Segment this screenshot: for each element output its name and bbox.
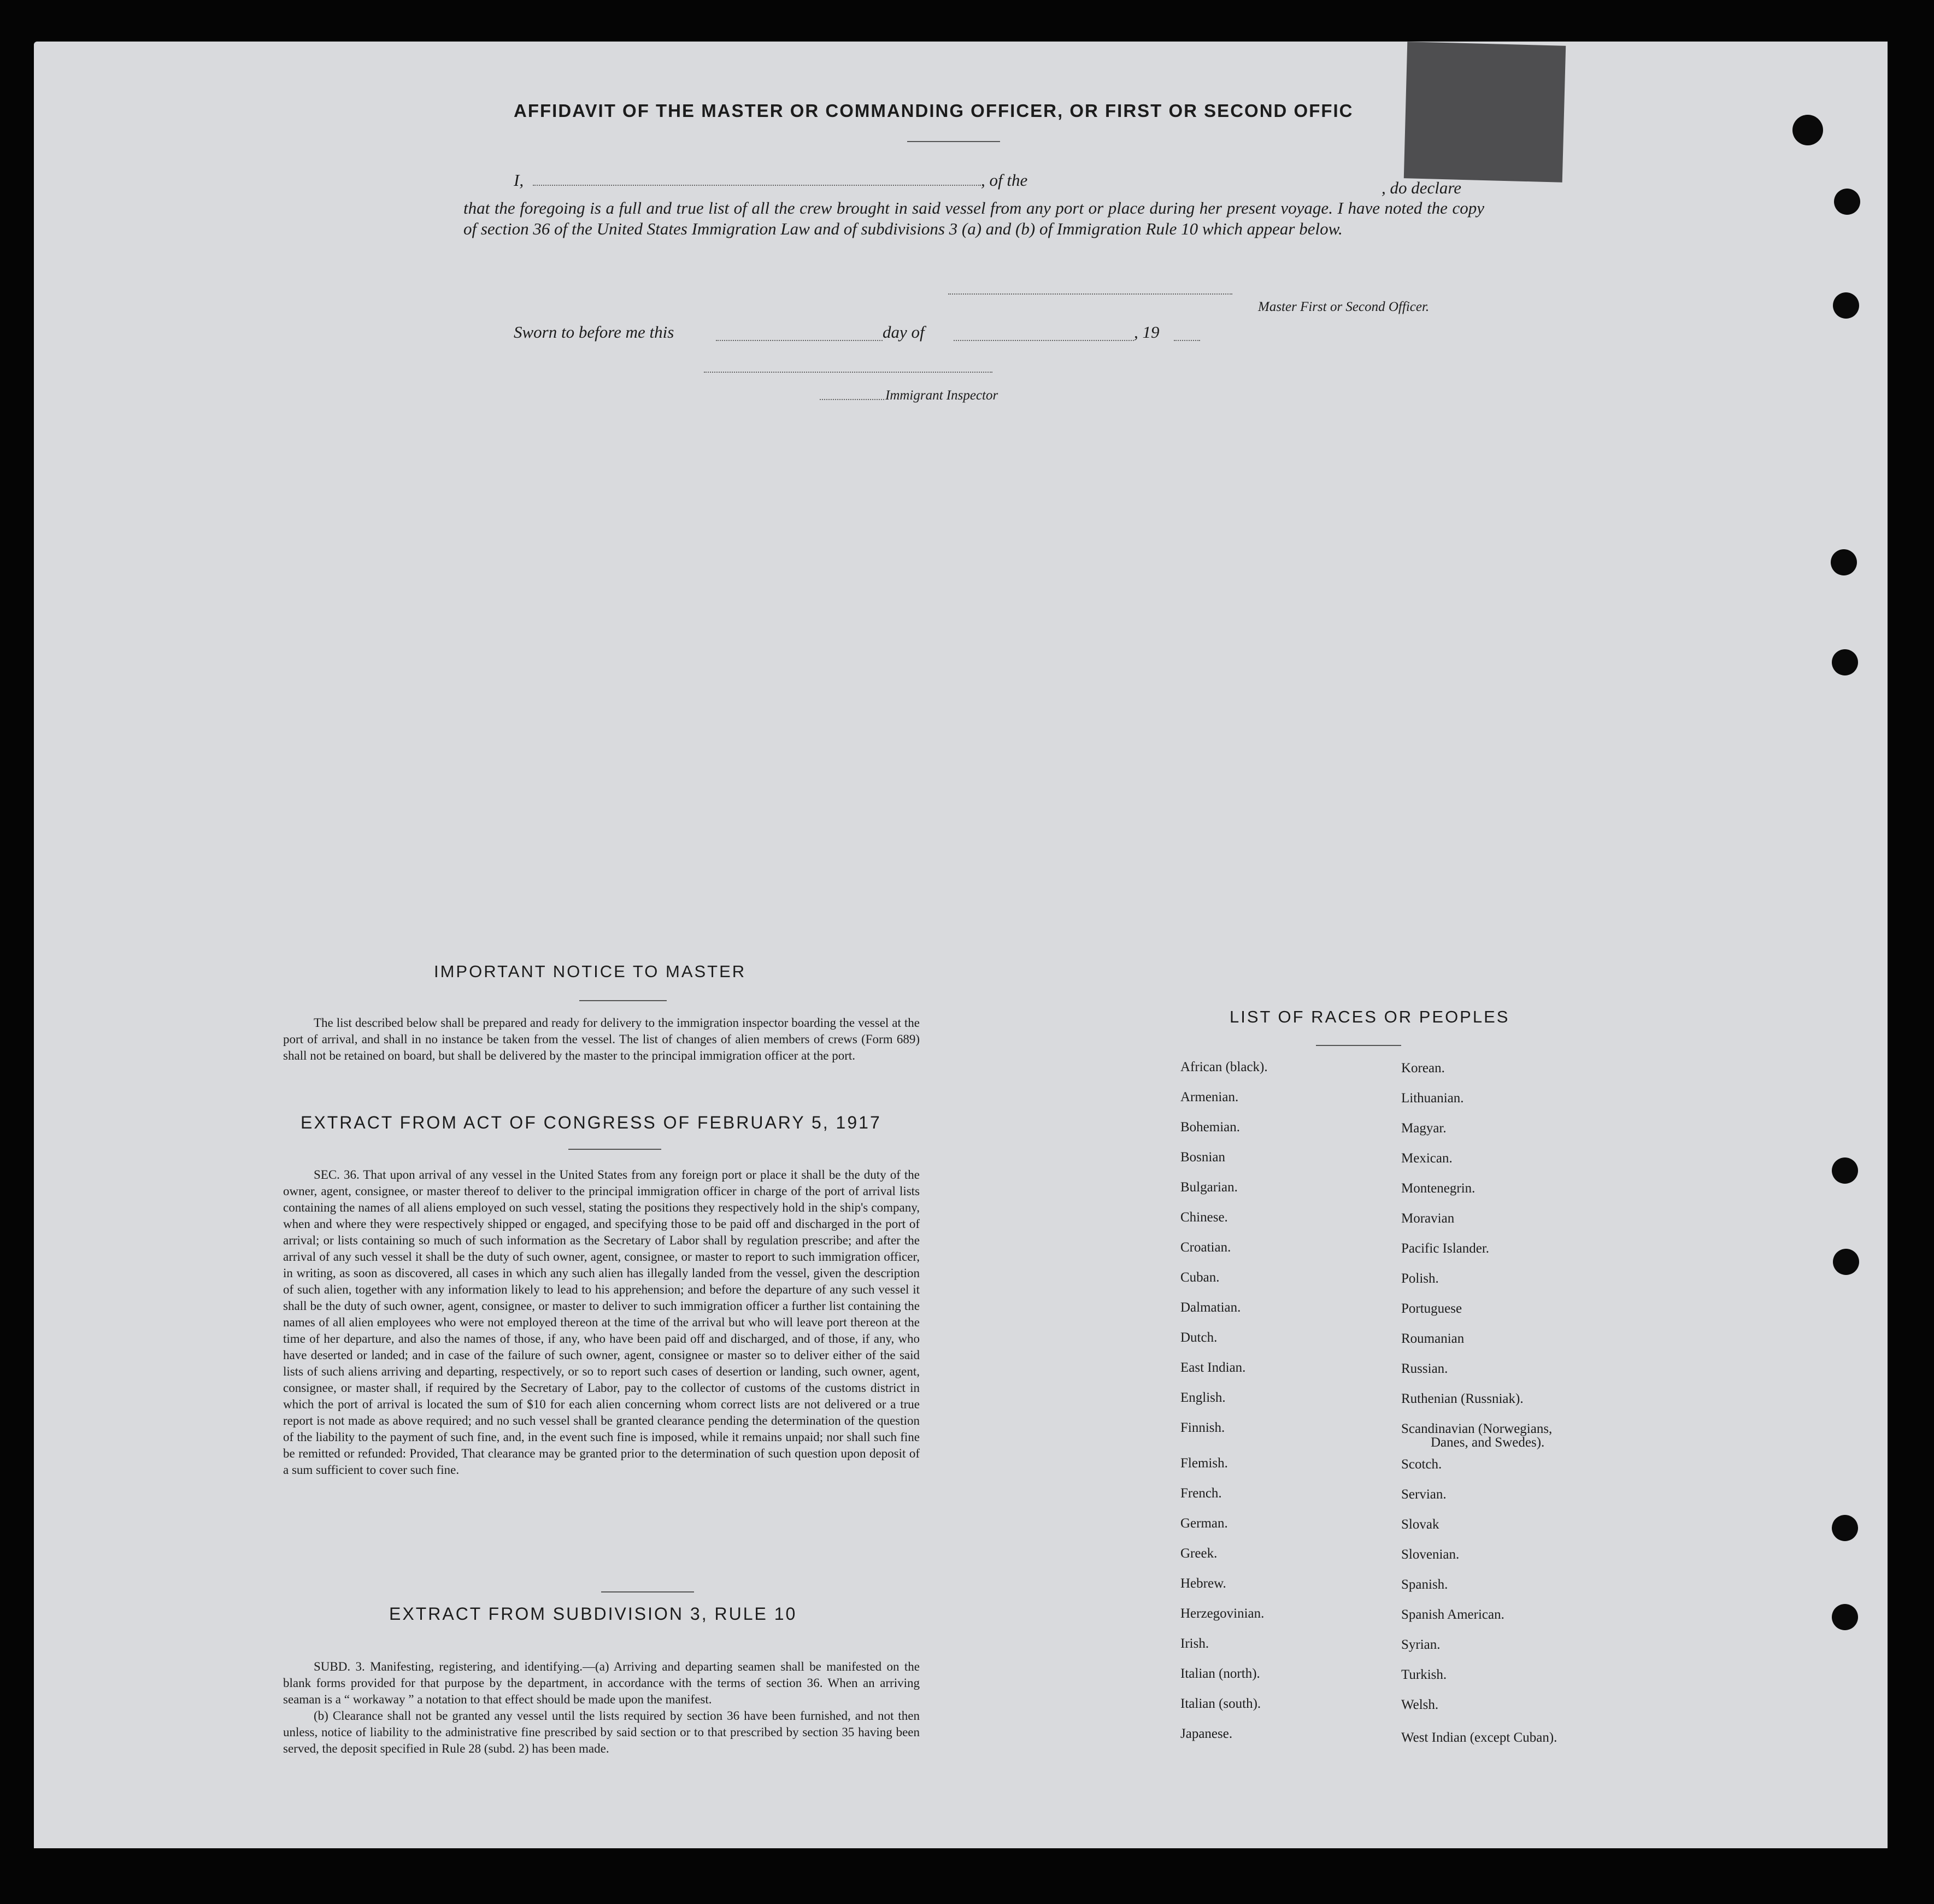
race-item: Japanese. <box>1180 1726 1233 1741</box>
officer-signature-line[interactable] <box>948 293 1232 295</box>
race-item: Danes, and Swedes). <box>1431 1435 1545 1450</box>
affidavit-title: AFFIDAVIT OF THE MASTER OR COMMANDING OFFICER, OR FIRST OR SECOND OFFIC <box>514 101 1354 121</box>
punch-hole-1 <box>1792 115 1823 145</box>
notice-title: IMPORTANT NOTICE TO MASTER <box>434 962 746 981</box>
rule-text <box>283 1659 920 1757</box>
notice-text: The list described below shall be prepared and ready for delivery to the immigration inspector boarding the vessel at the port of arrival, and shall in no instance be taken from the vessel. The list of changes of alien members of crews (Form 689) shall not be retained on board, but shall be delivered by the master to the principal immigration officer at the port. <box>283 1016 920 1062</box>
race-item: Italian (south). <box>1180 1696 1261 1711</box>
race-item: East Indian. <box>1180 1360 1246 1375</box>
rule-para-b: (b) Clearance shall not be granted any vessel until the lists required by section 36 have been furnished, and not then unless, notice of liability to the administrative fine prescribed by said section or to that prescribed by section 35 having been served, the deposit specified in Rule 28 (subd. 2) has been made. <box>283 1709 920 1755</box>
race-item: Portuguese <box>1401 1301 1462 1316</box>
act-rule <box>568 1149 661 1150</box>
race-item: Dutch. <box>1180 1330 1218 1345</box>
affidavit-i-label: I, <box>514 171 524 190</box>
race-item: Scandinavian (Norwegians, <box>1401 1421 1553 1436</box>
race-item: Chinese. <box>1180 1210 1228 1225</box>
sworn-day-blank[interactable] <box>716 340 883 341</box>
race-item: English. <box>1180 1390 1226 1405</box>
redaction-patch <box>1404 42 1566 183</box>
punch-hole-7 <box>1833 1249 1859 1275</box>
race-item: German. <box>1180 1516 1228 1531</box>
race-item: Hebrew. <box>1180 1576 1226 1591</box>
punch-hole-3 <box>1833 292 1859 319</box>
races-rule <box>1316 1045 1401 1046</box>
race-item: Greek. <box>1180 1546 1218 1561</box>
race-item: Russian. <box>1401 1361 1448 1376</box>
race-item: Welsh. <box>1401 1697 1439 1712</box>
race-item: Lithuanian. <box>1401 1091 1464 1106</box>
scan-border <box>1888 33 1934 1904</box>
do-declare-label: , do declare <box>1382 178 1462 197</box>
sworn-label: Sworn to before me this <box>514 322 674 342</box>
inspector-signature-line[interactable] <box>704 372 992 373</box>
document-page <box>34 42 1888 1848</box>
race-item: Croatian. <box>1180 1240 1231 1255</box>
rule-title: EXTRACT FROM SUBDIVISION 3, RULE 10 <box>389 1604 797 1624</box>
race-item: Bohemian. <box>1180 1120 1241 1135</box>
race-item: Slovak <box>1401 1517 1439 1532</box>
races-title: LIST OF RACES OR PEOPLES <box>1230 1007 1510 1026</box>
race-item: Pacific Islander. <box>1401 1241 1490 1256</box>
race-item: Italian (north). <box>1180 1666 1260 1681</box>
punch-hole-6 <box>1832 1157 1858 1184</box>
notice-rule <box>579 1000 667 1001</box>
race-item: Korean. <box>1401 1061 1445 1076</box>
punch-hole-2 <box>1834 189 1860 215</box>
race-item: Ruthenian (Russniak). <box>1401 1391 1524 1406</box>
race-item: Spanish American. <box>1401 1607 1504 1622</box>
race-item: Roumanian <box>1401 1331 1465 1346</box>
race-item: Dalmatian. <box>1180 1300 1241 1315</box>
year-label: , 19 <box>1134 322 1160 342</box>
race-item: Spanish. <box>1401 1577 1448 1592</box>
act-title: EXTRACT FROM ACT OF CONGRESS OF FEBRUARY 5, 1917 <box>301 1113 881 1132</box>
race-item: Polish. <box>1401 1271 1439 1286</box>
inspector-label: Immigrant Inspector <box>885 388 998 403</box>
rule-separator <box>601 1591 694 1592</box>
punch-hole-9 <box>1832 1604 1858 1630</box>
punch-hole-4 <box>1831 549 1857 575</box>
declaration-text: that the foregoing is a full and true list of all the crew brought in said vessel from any port or place during her present voyage. I have noted the copy of section 36 of the United States Immigration Law and of subdivisions 3 (a) and (b) of Immigration Rule 10 which appear below. <box>463 198 1484 238</box>
race-item: Armenian. <box>1180 1090 1239 1104</box>
race-item: Finnish. <box>1180 1420 1225 1435</box>
race-item: West Indian (except Cuban). <box>1401 1730 1557 1745</box>
race-item: French. <box>1180 1486 1222 1501</box>
rule-para-a: SUBD. 3. Manifesting, registering, and identifying.—(a) Arriving and departing seamen shall be manifested on the blank forms provided for that purpose by the department, in accordance with the terms of section 36. When an arriving seaman is a “ workaway ” a notation to that effect should be made upon the manifest. <box>283 1660 920 1706</box>
race-item: Moravian <box>1401 1211 1455 1226</box>
day-of-label: day of <box>883 322 925 342</box>
race-item: Syrian. <box>1401 1637 1441 1652</box>
sworn-year-blank[interactable] <box>1174 340 1200 341</box>
race-item: Turkish. <box>1401 1667 1447 1682</box>
race-item: Cuban. <box>1180 1270 1220 1285</box>
race-item: Magyar. <box>1401 1121 1447 1136</box>
of-the-label: , of the <box>981 171 1028 190</box>
title-rule <box>907 141 1000 142</box>
race-item: Herzegovinian. <box>1180 1606 1265 1621</box>
race-item: Montenegrin. <box>1401 1181 1476 1196</box>
punch-hole-8 <box>1832 1515 1858 1541</box>
name-blank[interactable] <box>533 185 981 186</box>
race-item: Scotch. <box>1401 1457 1442 1472</box>
race-item: Slovenian. <box>1401 1547 1460 1562</box>
race-item: Flemish. <box>1180 1456 1228 1471</box>
race-item: Irish. <box>1180 1636 1209 1651</box>
race-item: Bosnian <box>1180 1150 1225 1165</box>
torn-corner <box>34 1798 67 1848</box>
act-text: SEC. 36. That upon arrival of any vessel in the United States from any foreign port or place it shall be the duty of the owner, agent, consignee, or master thereof to deliver to the principal immigration officer in charge of the port of arrival lists containing the names of all aliens employed on such vessel, stating the positions they respectively hold in the ship's company, when and where they were respectively shipped or engaged, and specifying those to be paid off and discharged in the port of arrival; or lists containing so much of such information as the Secretary of Labor shall by regulation prescribe; and after the arrival of any such vessel it shall be the duty of such owner, agent, consignee, or master to report to such immigration officer, in writing, as soon as discovered, all cases in which any such alien has illegally landed from the vessel, given the description of such alien, together with any information likely to lead to his apprehension; and before the departure of any such vessel it shall be the duty of such owner, agent, consignee, or master to deliver to such immigration officer a further list containing the names of all alien employees who were not employed thereon at the time of the arrival but who will leave port thereon at the time of her departure, and also the names of those, if any, who have been paid off and discharged, and of those, if any, who have deserted or landed; and in case of the failure of such owner, agent, consignee or master so to deliver either of the said lists of such aliens arriving and departing, respectively, or so to report such cases of desertion or landing, such owner, agent, consignee, or master shall, if required by the Secretary of Labor, pay to the collector of customs of the customs district in which the port of arrival is located the sum of $10 for each alien concerning whom correct lists are not delivered or a true report is not made as above required; and no such vessel shall be granted clearance pending the determination of the question of the liability to the payment of such fine, and, in the event such fine is imposed, while it remains unpaid; nor shall such fine be remitted or refunded: Provided, That clearance may be granted prior to the determination of such question upon deposit of a sum sufficient to cover such fine. <box>283 1168 920 1477</box>
inspector-leader <box>820 399 884 400</box>
affidavit-declaration <box>463 198 1484 239</box>
sworn-month-blank[interactable] <box>954 340 1134 341</box>
race-item: Mexican. <box>1401 1151 1453 1166</box>
race-item: Servian. <box>1401 1487 1447 1502</box>
officer-label: Master First or Second Officer. <box>1258 299 1430 314</box>
race-item: Bulgarian. <box>1180 1180 1238 1195</box>
punch-hole-5 <box>1832 649 1858 675</box>
race-item: African (black). <box>1180 1060 1268 1074</box>
